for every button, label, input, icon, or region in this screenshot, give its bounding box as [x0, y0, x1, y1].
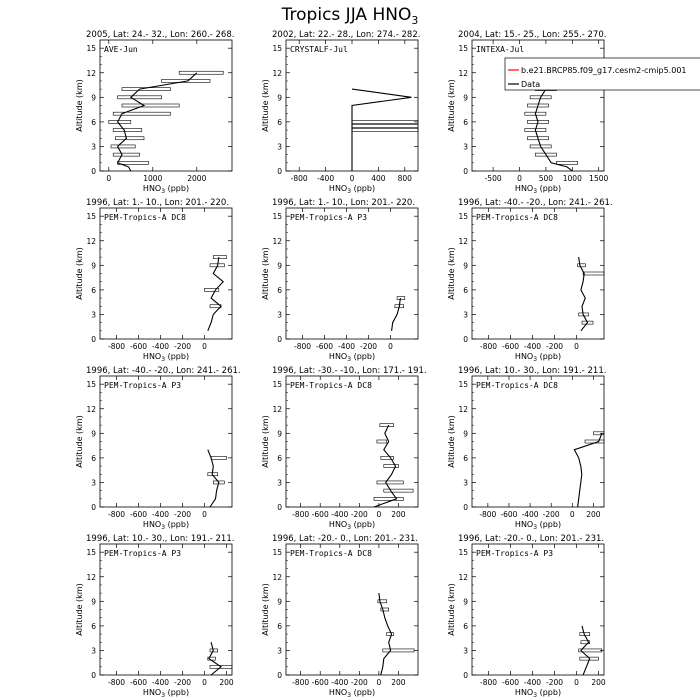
plot-frame: [286, 208, 418, 339]
x-tick-label: 0: [106, 174, 112, 183]
plot-frame: [472, 544, 604, 675]
panel-header: 2004, Lat: 15.- 25., Lon: 255.- 270.: [458, 30, 607, 40]
y-tick-label: 15: [272, 548, 282, 558]
y-tick-label: 15: [458, 212, 468, 222]
y-tick-label: 12: [458, 572, 468, 582]
x-tick-label: -200: [173, 510, 192, 519]
x-tick-label: -400: [523, 678, 542, 687]
x-tick-label: -600: [311, 678, 329, 687]
y-tick-label: 0: [277, 335, 282, 344]
y-tick-label: 3: [91, 478, 96, 488]
data-profile-line: [208, 257, 223, 331]
figure-title: Tropics JJA $HNO_3$: [281, 5, 419, 27]
y-tick-label: 9: [91, 429, 96, 439]
y-tick-label: 3: [91, 142, 96, 152]
data-range-bar: [387, 633, 394, 636]
x-tick-label: -500: [484, 174, 502, 183]
y-tick-label: 15: [86, 212, 96, 222]
y-tick-label: 15: [86, 548, 96, 558]
data-range-bar: [384, 465, 399, 468]
y-tick-label: 3: [91, 310, 96, 320]
panel-3: [447, 30, 700, 195]
panel-header: 1996, Lat: 10.- 30., Lon: 191.- 211.: [458, 366, 607, 376]
x-tick-label: 0: [569, 510, 575, 519]
data-range-bar: [113, 129, 142, 132]
x-tick-label: 0: [376, 510, 382, 519]
x-tick-label: -200: [545, 678, 564, 687]
data-profile-line: [374, 425, 397, 507]
campaign-label: PEM-Tropics-A P3: [290, 213, 368, 222]
x-axis-label: $HNO_3$ (ppb): [328, 520, 376, 531]
x-axis-label: $HNO_3$ (ppb): [142, 352, 190, 363]
campaign-label: PEM-Tropics-A DC8: [104, 213, 186, 222]
x-tick-label: -800: [107, 342, 126, 351]
y-tick-label: 0: [463, 671, 468, 680]
x-tick-label: -800: [292, 510, 310, 519]
x-tick-label: -800: [479, 342, 498, 351]
x-tick-label: 0: [202, 342, 207, 351]
y-tick-label: 12: [272, 68, 282, 78]
x-tick-label: 1000: [143, 174, 163, 183]
x-tick-label: 0: [388, 342, 393, 351]
x-tick-label: -800: [290, 174, 308, 183]
x-tick-label: -800: [479, 510, 497, 519]
data-profile-line: [209, 642, 221, 675]
x-tick-label: 0: [349, 174, 355, 183]
y-tick-label: 6: [91, 285, 96, 295]
y-tick-label: 6: [277, 285, 282, 295]
y-tick-label: 3: [277, 142, 282, 152]
y-tick-label: 15: [272, 44, 282, 54]
y-tick-label: 9: [91, 93, 96, 103]
plot-frame: [472, 376, 604, 507]
y-axis-label: Altitude (km): [447, 79, 456, 132]
x-tick-label: 0: [574, 342, 579, 351]
campaign-label: PEM-Tropics-A DC8: [476, 213, 558, 222]
y-tick-label: 0: [91, 167, 96, 176]
y-tick-label: 0: [463, 503, 468, 512]
data-range-bar: [352, 124, 418, 127]
y-tick-label: 12: [86, 404, 96, 414]
x-tick-label: -400: [151, 342, 170, 351]
y-tick-label: 12: [272, 236, 282, 246]
x-tick-label: -600: [129, 342, 148, 351]
x-tick-label: -200: [350, 678, 368, 687]
panel-7: [75, 366, 241, 531]
plot-frame: [100, 544, 232, 675]
y-tick-label: 9: [277, 429, 282, 439]
x-tick-label: -800: [293, 342, 312, 351]
x-tick-label: 1500: [589, 174, 609, 183]
y-tick-label: 9: [277, 93, 282, 103]
x-tick-label: -800: [107, 678, 126, 687]
x-axis-label: $HNO_3$ (ppb): [142, 184, 190, 195]
x-tick-label: 1000: [562, 174, 582, 183]
x-tick-label: -400: [151, 678, 170, 687]
x-tick-label: -400: [523, 342, 542, 351]
x-tick-label: -400: [331, 678, 349, 687]
y-tick-label: 6: [91, 117, 96, 127]
y-tick-label: 0: [277, 167, 282, 176]
x-tick-label: 500: [538, 174, 554, 183]
plot-frame: [286, 544, 418, 675]
x-tick-label: -400: [337, 342, 356, 351]
x-tick-label: -400: [331, 510, 349, 519]
x-tick-label: -200: [359, 342, 378, 351]
x-axis-label: $HNO_3$ (ppb): [328, 184, 376, 195]
y-tick-label: 3: [277, 646, 282, 656]
x-axis-label: $HNO_3$ (ppb): [514, 184, 562, 195]
x-tick-label: -600: [501, 342, 520, 351]
y-axis-label: Altitude (km): [447, 415, 456, 468]
y-tick-label: 15: [458, 380, 468, 390]
y-tick-label: 9: [277, 597, 282, 607]
data-profile-line: [579, 257, 588, 331]
y-tick-label: 12: [458, 68, 468, 78]
panel-header: 1996, Lat: -20.- 0., Lon: 201.- 231.: [272, 534, 419, 544]
data-range-bar: [374, 497, 403, 500]
x-tick-label: -600: [500, 510, 518, 519]
y-tick-label: 3: [463, 478, 468, 488]
data-range-bar: [111, 145, 135, 148]
x-tick-label: -400: [521, 510, 539, 519]
x-axis-label: $HNO_3$ (ppb): [514, 520, 562, 531]
y-axis-label: Altitude (km): [75, 79, 84, 132]
x-tick-label: -600: [315, 342, 334, 351]
y-axis-label: Altitude (km): [75, 583, 84, 636]
x-tick-label: 200: [586, 510, 601, 519]
panel-header: 1996, Lat: -40.- -20., Lon: 241.- 261.: [458, 198, 613, 208]
campaign-label: INTEXA-Jul: [476, 45, 525, 54]
panel-8: [261, 366, 427, 531]
y-tick-label: 15: [86, 44, 96, 54]
x-tick-label: -400: [151, 510, 170, 519]
panel-header: 2002, Lat: 22.- 28., Lon: 274.- 282.: [272, 30, 421, 40]
x-tick-label: 200: [391, 678, 406, 687]
panel-4: [75, 198, 232, 363]
panel-6: [447, 198, 613, 363]
data-range-bar: [113, 153, 139, 156]
y-tick-label: 12: [86, 68, 96, 78]
x-tick-label: 0: [376, 678, 382, 687]
x-tick-label: -600: [311, 510, 329, 519]
x-tick-label: 2000: [187, 174, 207, 183]
data-range-bar: [556, 161, 577, 164]
y-tick-label: 12: [458, 404, 468, 414]
x-tick-label: 0: [517, 174, 522, 183]
x-axis-label: $HNO_3$ (ppb): [328, 688, 376, 699]
y-tick-label: 6: [91, 453, 96, 463]
y-axis-label: Altitude (km): [75, 247, 84, 300]
panel-header: 2005, Lat: 24.- 32., Lon: 260.- 268.: [86, 30, 235, 40]
y-tick-label: 6: [277, 453, 282, 463]
y-tick-label: 9: [277, 261, 282, 271]
x-tick-label: -800: [292, 678, 310, 687]
y-tick-label: 0: [277, 503, 282, 512]
panel-9: [447, 366, 606, 531]
data-range-bar: [384, 489, 413, 492]
x-tick-label: -200: [545, 342, 564, 351]
data-profile-line: [392, 298, 401, 331]
y-tick-label: 6: [463, 453, 468, 463]
data-range-bar: [118, 96, 162, 99]
y-tick-label: 3: [277, 478, 282, 488]
y-tick-label: 0: [463, 335, 468, 344]
x-tick-label: 200: [591, 678, 606, 687]
y-tick-label: 3: [463, 142, 468, 152]
panel-10: [75, 534, 234, 699]
x-tick-label: 400: [371, 174, 386, 183]
y-axis-label: Altitude (km): [261, 583, 270, 636]
x-tick-label: 200: [219, 678, 234, 687]
panel-header: 1996, Lat: 1.- 10., Lon: 201.- 220.: [272, 198, 416, 208]
panel-12: [447, 534, 606, 699]
data-range-bar: [211, 456, 226, 459]
x-tick-label: 0: [202, 510, 207, 519]
y-axis-label: Altitude (km): [261, 247, 270, 300]
x-tick-label: -200: [173, 678, 192, 687]
x-tick-label: -600: [129, 678, 148, 687]
x-tick-label: -800: [107, 510, 126, 519]
legend-model-label: b.e21.BRCP85.f09_g17.cesm2-cmip5.001: [521, 66, 687, 75]
y-tick-label: 0: [463, 167, 468, 176]
panel-11: [261, 534, 418, 699]
x-tick-label: -200: [542, 510, 560, 519]
data-range-bar: [377, 481, 403, 484]
y-tick-label: 3: [277, 310, 282, 320]
data-range-bar: [380, 424, 394, 427]
data-range-bar: [383, 649, 414, 652]
x-axis-label: $HNO_3$ (ppb): [142, 520, 190, 531]
data-profile-line: [574, 433, 602, 507]
campaign-label: PEM-Tropics-A DC8: [476, 381, 558, 390]
y-tick-label: 6: [91, 621, 96, 631]
y-tick-label: 9: [463, 597, 468, 607]
y-tick-label: 9: [91, 597, 96, 607]
x-tick-label: 0: [574, 678, 579, 687]
panel-header: 1996, Lat: 1.- 10., Lon: 201.- 220.: [86, 198, 230, 208]
x-tick-label: 200: [391, 510, 406, 519]
y-tick-label: 0: [91, 503, 96, 512]
data-range-bar: [118, 161, 149, 164]
x-axis-label: $HNO_3$ (ppb): [514, 688, 562, 699]
panel-5: [261, 198, 418, 363]
data-range-bar: [109, 120, 131, 123]
y-tick-label: 6: [463, 117, 468, 127]
campaign-label: PEM-Tropics-A P3: [104, 549, 182, 558]
plot-frame: [286, 376, 418, 507]
y-tick-label: 6: [277, 621, 282, 631]
data-range-bar: [122, 104, 179, 107]
campaign-label: PEM-Tropics-A P3: [476, 549, 554, 558]
data-range-bar: [115, 137, 144, 140]
data-range-bar: [578, 264, 586, 267]
y-axis-label: Altitude (km): [261, 79, 270, 132]
panel-2: [261, 30, 420, 195]
campaign-label: PEM-Tropics-A DC8: [290, 549, 372, 558]
y-tick-label: 3: [91, 646, 96, 656]
y-tick-label: 15: [86, 380, 96, 390]
campaign-label: PEM-Tropics-A P3: [104, 381, 182, 390]
y-tick-label: 12: [272, 404, 282, 414]
panel-header: 1996, Lat: 10.- 30., Lon: 191.- 211.: [86, 534, 235, 544]
panel-1: [75, 30, 234, 195]
x-tick-label: 0: [202, 678, 207, 687]
y-tick-label: 9: [463, 429, 468, 439]
panel-header: 1996, Lat: -40.- -20., Lon: 241.- 261.: [86, 366, 241, 376]
y-tick-label: 0: [91, 335, 96, 344]
y-tick-label: 3: [463, 310, 468, 320]
campaign-label: CRYSTALF-Jul: [290, 45, 348, 54]
y-tick-label: 6: [277, 117, 282, 127]
y-axis-label: Altitude (km): [447, 247, 456, 300]
y-tick-label: 6: [463, 621, 468, 631]
y-tick-label: 9: [463, 93, 468, 103]
y-tick-label: 12: [272, 572, 282, 582]
y-tick-label: 15: [458, 548, 468, 558]
y-tick-label: 15: [458, 44, 468, 54]
x-axis-label: $HNO_3$ (ppb): [328, 352, 376, 363]
x-tick-label: -800: [479, 678, 498, 687]
y-tick-label: 9: [463, 261, 468, 271]
data-profile-line: [352, 89, 411, 171]
campaign-label: PEM-Tropics-A DC8: [290, 381, 372, 390]
y-tick-label: 9: [91, 261, 96, 271]
x-tick-label: -200: [173, 342, 192, 351]
x-tick-label: -200: [350, 510, 368, 519]
data-profile-line: [208, 450, 219, 507]
data-range-bar: [352, 129, 418, 132]
x-axis-label: $HNO_3$ (ppb): [514, 352, 562, 363]
y-tick-label: 3: [463, 646, 468, 656]
x-tick-label: -600: [129, 510, 148, 519]
data-range-bar: [352, 120, 418, 123]
data-profile-line: [379, 593, 392, 675]
panel-header: 1996, Lat: -30.- -10., Lon: 171.- 191.: [272, 366, 427, 376]
data-profile-line: [535, 81, 572, 171]
campaign-label: AVE-Jun: [104, 45, 138, 54]
data-range-bar: [213, 256, 226, 259]
y-tick-label: 12: [86, 236, 96, 246]
x-tick-label: -600: [501, 678, 520, 687]
data-range-bar: [179, 71, 223, 74]
y-axis-label: Altitude (km): [75, 415, 84, 468]
y-axis-label: Altitude (km): [447, 583, 456, 636]
y-tick-label: 15: [272, 380, 282, 390]
data-range-bar: [397, 297, 405, 300]
y-tick-label: 6: [463, 285, 468, 295]
y-tick-label: 15: [272, 212, 282, 222]
data-range-bar: [583, 272, 604, 275]
data-profile-line: [581, 626, 590, 675]
x-axis-label: $HNO_3$ (ppb): [142, 688, 190, 699]
x-tick-label: 800: [397, 174, 412, 183]
y-tick-label: 12: [458, 236, 468, 246]
plot-frame: [100, 376, 232, 507]
panel-header: 1996, Lat: -20.- 0., Lon: 201.- 231.: [458, 534, 605, 544]
legend-data-label: Data: [521, 80, 541, 89]
y-tick-label: 12: [86, 572, 96, 582]
y-axis-label: Altitude (km): [261, 415, 270, 468]
x-tick-label: -400: [317, 174, 335, 183]
y-tick-label: 0: [277, 671, 282, 680]
y-tick-label: 0: [91, 671, 96, 680]
data-range-bar: [377, 440, 387, 443]
